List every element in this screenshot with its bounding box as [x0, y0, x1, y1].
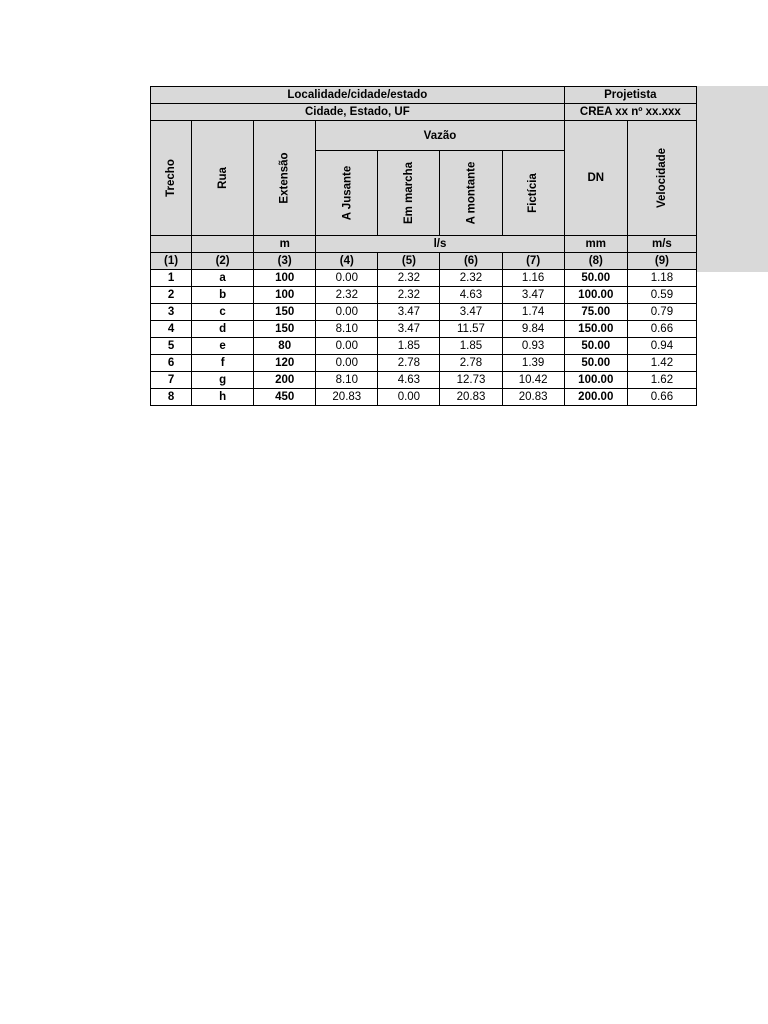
cell-jusante: 0.00	[316, 270, 378, 287]
col-extensao: Extensão	[254, 121, 316, 236]
cell-velocidade: 1.62	[627, 372, 696, 389]
unit-velocidade: m/s	[627, 236, 696, 253]
table-row	[151, 287, 697, 304]
cell-rua: f	[192, 355, 254, 372]
cell-rua: e	[192, 338, 254, 355]
cell-extensao: 100	[254, 287, 316, 304]
cell-extensao: 450	[254, 389, 316, 406]
cell-velocidade: 1.42	[627, 355, 696, 372]
cell-em-marcha: 0.00	[378, 389, 440, 406]
col-em-marcha: Em marcha	[378, 151, 440, 236]
unit-vazao: l/s	[316, 236, 564, 253]
cell-trecho: 2	[151, 287, 192, 304]
cell-jusante: 2.32	[316, 287, 378, 304]
cell-em-marcha: 4.63	[378, 372, 440, 389]
cell-montante: 12.73	[440, 372, 502, 389]
cell-velocidade: 0.94	[627, 338, 696, 355]
unit-empty	[192, 236, 254, 253]
table-row	[151, 321, 697, 338]
projetista-title: Projetista	[564, 87, 696, 104]
cell-ficticia: 3.47	[502, 287, 564, 304]
cell-em-marcha: 2.78	[378, 355, 440, 372]
unit-extensao: m	[254, 236, 316, 253]
cell-dn: 100.00	[564, 287, 627, 304]
col-montante: A montante	[440, 151, 502, 236]
cell-dn: 100.00	[564, 372, 627, 389]
cell-montante: 2.32	[440, 270, 502, 287]
cell-rua: c	[192, 304, 254, 321]
cell-ficticia: 20.83	[502, 389, 564, 406]
col-number: (6)	[440, 253, 502, 270]
cell-jusante: 20.83	[316, 389, 378, 406]
table-row	[151, 338, 697, 355]
cell-extensao: 120	[254, 355, 316, 372]
cell-em-marcha: 2.32	[378, 287, 440, 304]
cell-em-marcha: 2.32	[378, 270, 440, 287]
cell-trecho: 5	[151, 338, 192, 355]
cell-rua: a	[192, 270, 254, 287]
col-number: (1)	[151, 253, 192, 270]
cell-trecho: 6	[151, 355, 192, 372]
cell-jusante: 0.00	[316, 338, 378, 355]
cell-trecho: 7	[151, 372, 192, 389]
cell-velocidade: 1.18	[627, 270, 696, 287]
cell-montante: 3.47	[440, 304, 502, 321]
cell-ficticia: 1.74	[502, 304, 564, 321]
cell-extensao: 200	[254, 372, 316, 389]
col-number: (9)	[627, 253, 696, 270]
cell-rua: b	[192, 287, 254, 304]
col-velocidade: Velocidade	[627, 121, 696, 236]
cell-trecho: 8	[151, 389, 192, 406]
cell-em-marcha: 3.47	[378, 321, 440, 338]
cell-trecho: 3	[151, 304, 192, 321]
col-jusante: A Jusante	[316, 151, 378, 236]
cell-extensao: 80	[254, 338, 316, 355]
cell-rua: g	[192, 372, 254, 389]
cell-dn: 50.00	[564, 355, 627, 372]
table-body	[151, 270, 697, 406]
col-number: (5)	[378, 253, 440, 270]
cell-ficticia: 1.39	[502, 355, 564, 372]
cell-ficticia: 9.84	[502, 321, 564, 338]
cell-jusante: 8.10	[316, 372, 378, 389]
table-row	[151, 304, 697, 321]
col-number: (8)	[564, 253, 627, 270]
table-row	[151, 389, 697, 406]
cell-montante: 11.57	[440, 321, 502, 338]
cell-montante: 1.85	[440, 338, 502, 355]
cell-velocidade: 0.66	[627, 389, 696, 406]
col-trecho: Trecho	[151, 121, 192, 236]
unit-empty	[151, 236, 192, 253]
locality-title: Localidade/cidade/estado	[151, 87, 565, 104]
cell-dn: 50.00	[564, 270, 627, 287]
cell-extensao: 150	[254, 321, 316, 338]
col-vazao: Vazão	[316, 121, 564, 151]
table-row	[151, 355, 697, 372]
cell-extensao: 100	[254, 270, 316, 287]
cell-extensao: 150	[254, 304, 316, 321]
cell-rua: d	[192, 321, 254, 338]
cell-em-marcha: 3.47	[378, 304, 440, 321]
col-number: (7)	[502, 253, 564, 270]
cell-jusante: 8.10	[316, 321, 378, 338]
col-number: (2)	[192, 253, 254, 270]
gray-margin-band	[697, 86, 768, 272]
cell-dn: 200.00	[564, 389, 627, 406]
cell-dn: 75.00	[564, 304, 627, 321]
cell-velocidade: 0.66	[627, 321, 696, 338]
col-number: (4)	[316, 253, 378, 270]
col-ficticia: Fictícia	[502, 151, 564, 236]
cell-ficticia: 10.42	[502, 372, 564, 389]
table-row	[151, 270, 697, 287]
col-rua: Rua	[192, 121, 254, 236]
col-dn: DN	[564, 121, 627, 236]
cell-dn: 150.00	[564, 321, 627, 338]
cell-em-marcha: 1.85	[378, 338, 440, 355]
cell-jusante: 0.00	[316, 355, 378, 372]
cell-trecho: 1	[151, 270, 192, 287]
cell-montante: 2.78	[440, 355, 502, 372]
cell-trecho: 4	[151, 321, 192, 338]
cell-dn: 50.00	[564, 338, 627, 355]
cell-montante: 20.83	[440, 389, 502, 406]
crea-value: CREA xx nº xx.xxx	[564, 104, 696, 121]
cell-montante: 4.63	[440, 287, 502, 304]
cell-rua: h	[192, 389, 254, 406]
col-number: (3)	[254, 253, 316, 270]
unit-dn: mm	[564, 236, 627, 253]
cell-ficticia: 0.93	[502, 338, 564, 355]
cell-velocidade: 0.79	[627, 304, 696, 321]
cell-ficticia: 1.16	[502, 270, 564, 287]
cell-velocidade: 0.59	[627, 287, 696, 304]
table-row	[151, 372, 697, 389]
flow-table	[150, 86, 697, 406]
locality-value: Cidade, Estado, UF	[151, 104, 565, 121]
cell-jusante: 0.00	[316, 304, 378, 321]
